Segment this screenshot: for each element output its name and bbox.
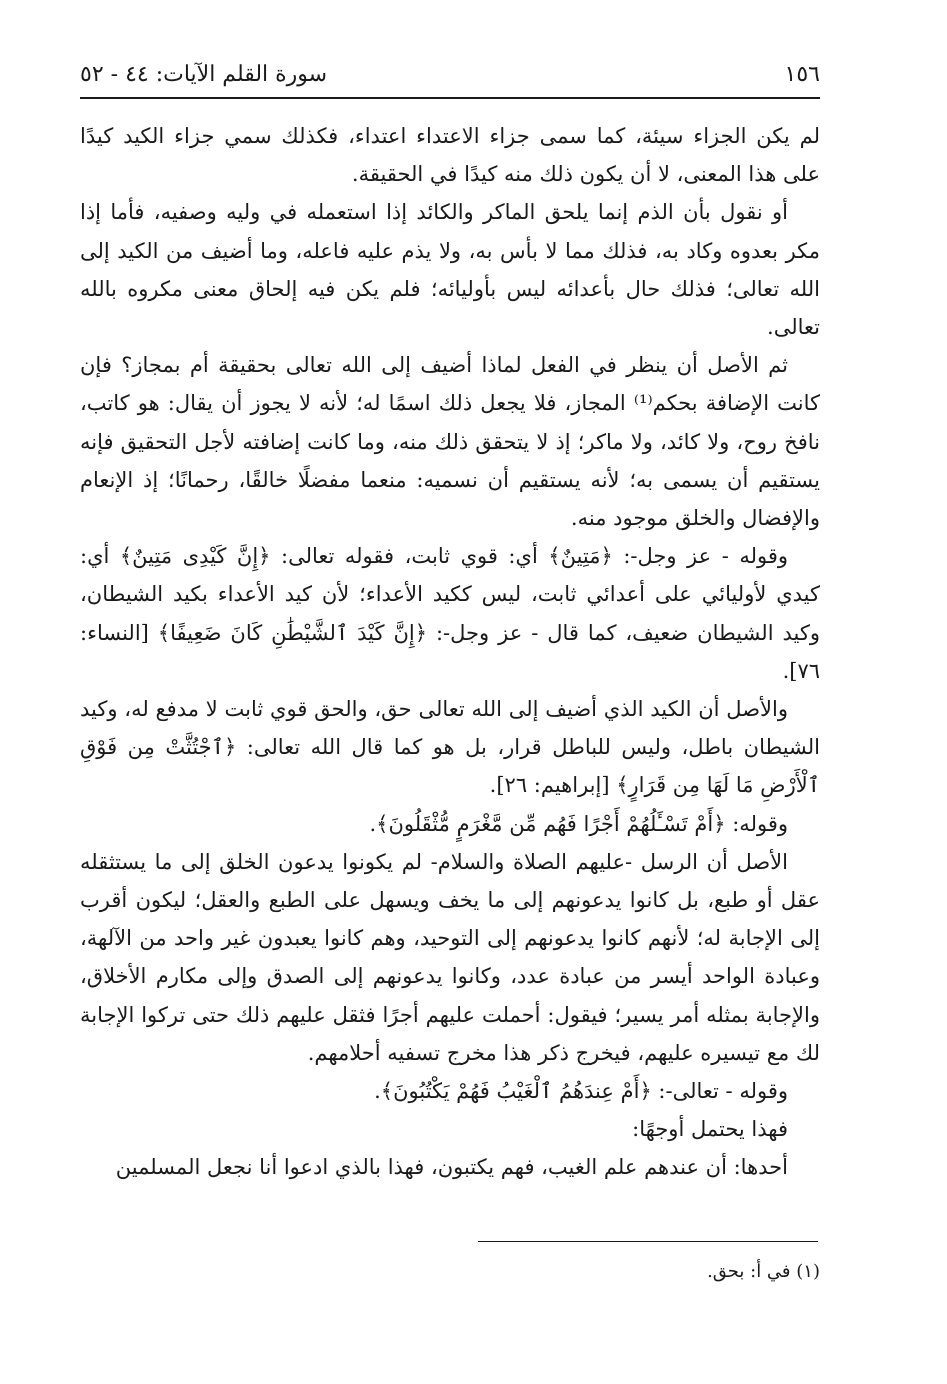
running-title: سورة القلم الآيات: ٤٤ - ٥٢ [80,62,328,87]
paragraph: والأصل أن الكيد الذي أضيف إلى الله تعالى حق، والحق قوي ثابت لا مدفع له، وكيد الشيطان باطل، وليس للباطل قرار، بل هو كما قال الله تعالى: ﴿ٱجْتُثَّتْ مِن فَوْقِ ٱلْأَرْضِ مَا لَهَا مِن قَرَارٍ﴾ [إبراهيم: ٢٦]. [80,697,820,798]
page-header [80,58,820,94]
paragraph: وقوله - تعالى-: ﴿أَمْ عِندَهُمُ ٱلْغَيْبُ فَهُمْ يَكْتُبُونَ﴾. [374,1079,788,1104]
paragraph: فهذا يحتمل أوجهًا: [632,1117,788,1142]
paragraph: أحدها: أن عندهم علم الغيب، فهم يكتبون، فهذا بالذي ادعوا أنا نجعل المسلمين [115,1155,788,1180]
paragraph: الأصل أن الرسل -عليهم الصلاة والسلام- لم يكونوا يدعون الخلق إلى ما يستثقله عقل أو طبع، بل كانوا يدعونهم إلى ما يخف ويسهل على الطبع والعقل؛ ليكون أقرب إلى الإجابة له؛ لأنهم كانوا يدعونهم إلى التوحيد، وهم كانوا يعبدون غير واحد من الآلهة، وعبادة الواحد أيسر من عبادة عدد، وكانوا يدعونهم إلى الصدق وإلى مكارم الأخلاق، والإجابة بمثله أمر يسير؛ فيقول: أحملت عليهم أجرًا فثقل عليهم ذلك حتى تركوا الإجابة لك مع تيسيره عليهم، فيخرج ذكر هذا مخرج تسفيه أحلامهم. [80,849,820,1065]
paragraph: وقوله: ﴿أَمْ تَسْـَٔلُهُمْ أَجْرًا فَهُم مِّن مَّغْرَمٍ مُّثْقَلُونَ﴾. [369,811,788,836]
paragraph: وقوله - عز وجل-: ﴿مَتِينٌ﴾ أي: قوي ثابت، فقوله تعالى: ﴿إِنَّ كَيْدِى مَتِينٌ﴾ أي: كيدي لأوليائي على أعدائي ثابت، ليس ككيد الأعداء؛ لأن كيد الأعداء بكيد الشيطان، وكيد الشيطان ضعيف، كما قال - عز وجل-: ﴿إِنَّ كَيْدَ ٱلشَّيْطَٰنِ كَانَ ضَعِيفًا﴾ [النساء: ٧٦]. [80,544,820,683]
paragraph: ثم الأصل أن ينظر في الفعل لماذا أضيف إلى الله تعالى بحقيقة أم بمجاز؟ فإن كانت الإضافة بحكم⁽¹⁾ المجاز، فلا يجعل ذلك اسمًا له؛ لأنه لا يجوز أن يقال: هو كاتب، نافخ روح، ولا كائد، ولا ماكر؛ إذ لا يتحقق ذلك منه، وما كانت إضافته لأجل التحقيق فإنه يستقيم أن يسمى به؛ لأنه يستقيم أن نسميه: منعما مفضلًا خالقًا، رحمانًا؛ إذ الإنعام والإفضال والخلق موجود منه. [80,353,820,531]
header-divider [80,97,820,99]
paragraph: لم يكن الجزاء سيئة، كما سمى جزاء الاعتداء اعتداء، فكذلك سمي جزاء الكيد كيدًا على هذا المعنى، لا أن يكون ذلك منه كيدًا في الحقيقة. [80,124,820,187]
paragraph: أو نقول بأن الذم إنما يلحق الماكر والكائد إذا استعمله في وليه وصفيه، فأما إذا مكر بعدوه وكاد به، فذلك مما لا بأس به، ولا يذم عليه فاعله، وما أضيف من الكيد إلى الله تعالى؛ فذلك حال بأعدائه ليس بأوليائه؛ فلم يكن فيه إلحاق معنى مكروه بالله تعالى. [80,200,820,340]
body-text [80,117,820,1187]
page-number: ١٥٦ [784,62,820,87]
footnote: (١) في أ: بحق. [707,1261,820,1282]
footnote-divider [478,1241,818,1242]
